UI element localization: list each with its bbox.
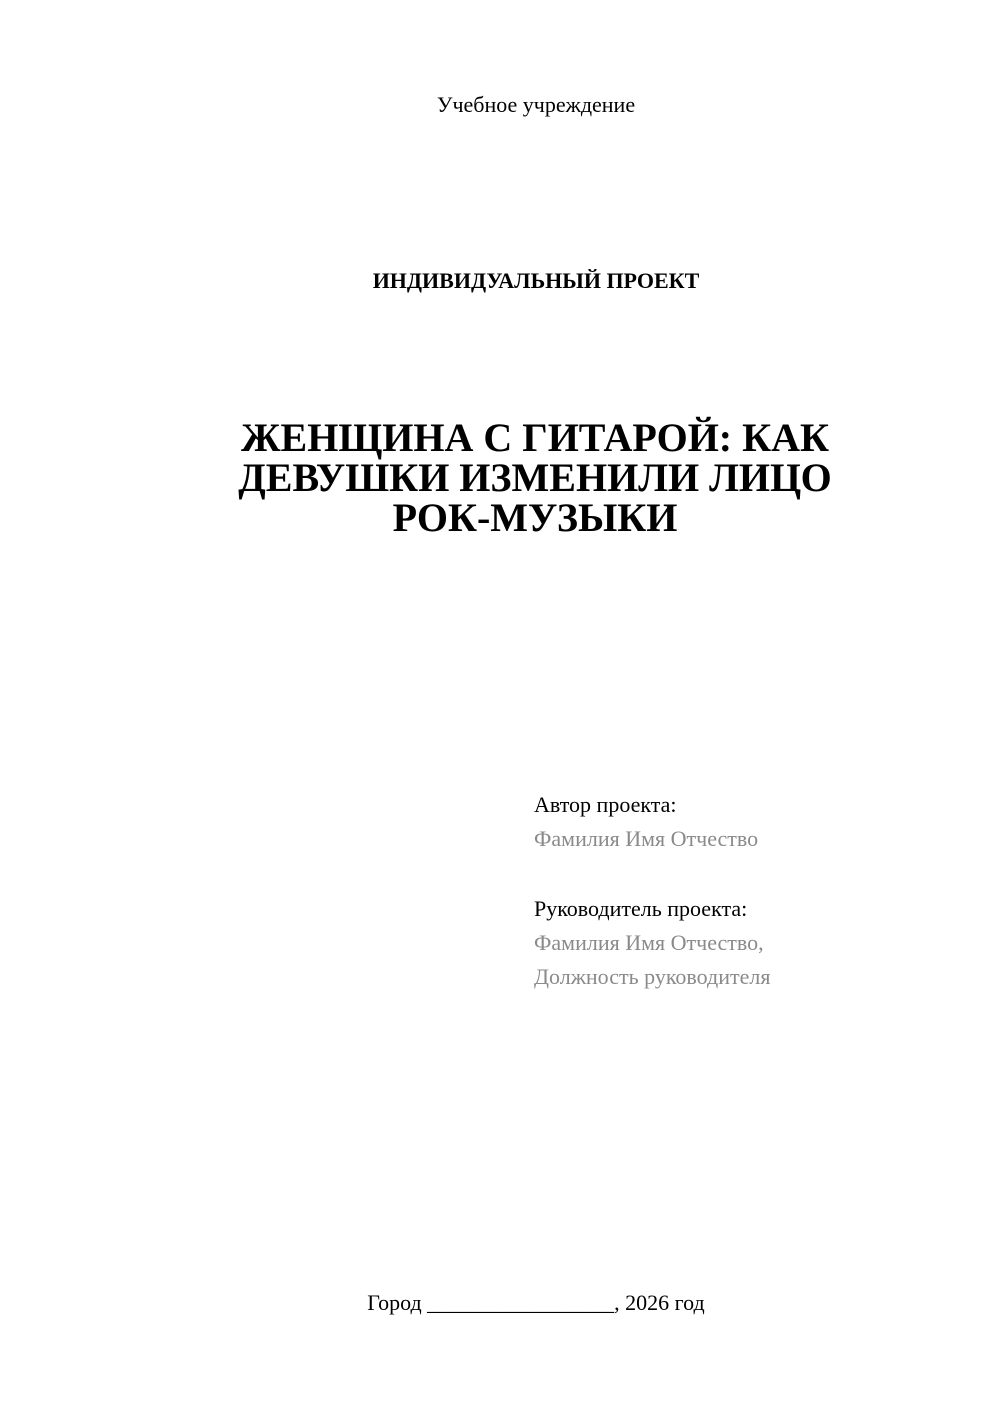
project-title-line: РОК-МУЗЫКИ: [392, 495, 678, 540]
author-label: Автор проекта:: [534, 792, 677, 817]
authors-block: [534, 788, 974, 994]
project-title-line: ЖЕНЩИНА С ГИТАРОЙ: КАК: [240, 415, 830, 460]
project-title-line: ДЕВУШКИ ИЗМЕНИЛИ ЛИЦО: [238, 455, 832, 500]
project-type: ИНДИВИДУАЛЬНЫЙ ПРОЕКТ: [372, 268, 700, 293]
supervisor-label: Руководитель проекта:: [534, 896, 748, 921]
author-name: Фамилия Имя Отчество: [534, 826, 759, 851]
city-year-line: Город _________________, 2026 год: [367, 1290, 705, 1315]
institution-name: Учебное учреждение: [436, 92, 636, 117]
spacer: [534, 856, 974, 892]
supervisor-position: Должность руководителя: [534, 964, 771, 989]
supervisor-name: Фамилия Имя Отчество,: [534, 930, 764, 955]
project-title: [200, 415, 870, 540]
